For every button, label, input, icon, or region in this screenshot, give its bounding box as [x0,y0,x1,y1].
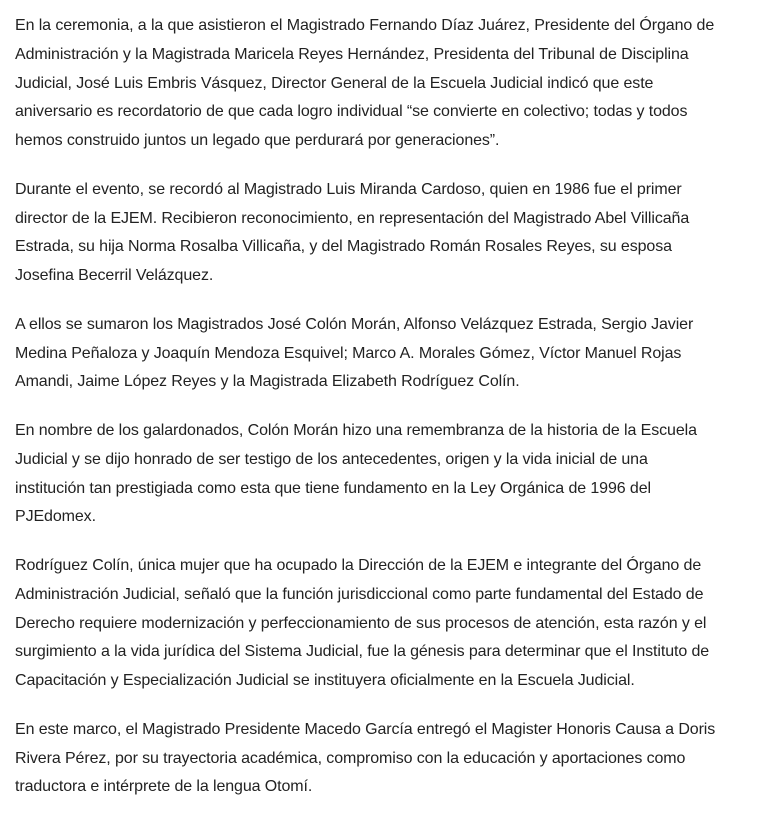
article-paragraph [15,716,743,802]
paragraph-line: Judicial, José Luis Embris Vásquez, Director General de la Escuela Judicial indicó que este [15,74,654,92]
paragraph-line: Josefina Becerril Velázquez. [15,267,214,284]
article-paragraph [15,417,743,532]
paragraph-line: Medina Peñaloza y Joaquín Mendoza Esquivel; Marco A. Morales Gómez, Víctor Manuel Rojas [15,344,682,362]
paragraph-line: director de la EJEM. Recibieron reconocimiento, en representación del Magistrado Abel Villicaña [15,209,690,227]
paragraph-line: En nombre de los galardonados, Colón Morán hizo una remembranza de la historia de la Escuela [15,422,697,439]
paragraph-line: Capacitación y Especialización Judicial se instituyera oficialmente en la Escuela Judicial. [15,672,635,689]
paragraph-line: Amandi, Jaime López Reyes y la Magistrada Elizabeth Rodríguez Colín. [15,373,520,391]
paragraph-line: PJEdomex. [15,508,96,526]
paragraph-line: En este marco, el Magistrado Presidente Macedo García entregó el Magister Honoris Causa a Doris [15,720,716,738]
paragraph-line: Judicial y se dijo honrado de ser testigo de los antecedentes, origen y la vida inicial de una [15,450,648,468]
paragraph-line: Administración y la Magistrada Maricela Reyes Hernández, Presidenta del Tribunal de Disciplina [15,45,689,63]
paragraph-line: Rodríguez Colín, única mujer que ha ocupado la Dirección de la EJEM e integrante del Órgano de [15,557,702,574]
paragraph-line: Estrada, su hija Norma Rosalba Villicaña, y del Magistrado Román Rosales Reyes, su esposa [15,238,672,256]
article-paragraph [15,12,743,156]
paragraph-line: A ellos se sumaron los Magistrados José Colón Morán, Alfonso Velázquez Estrada, Sergio Javier [15,315,694,333]
paragraph-line: aniversario es recordatorio de que cada logro individual “se convierte en colectivo; todas y todos [15,103,688,121]
paragraph-line: Administración Judicial, señaló que la función jurisdiccional como parte fundamental del Estado de [15,585,704,603]
paragraph-line: hemos construido juntos un legado que perdurará por generaciones”. [15,132,500,149]
article-paragraph [15,311,743,397]
paragraph-line: Durante el evento, se recordó al Magistrado Luis Miranda Cardoso, quien en 1986 fue el primer [15,180,682,198]
paragraph-line: Rivera Pérez, por su trayectoria académica, compromiso con la educación y aportaciones como [15,749,686,767]
article-paragraph [15,552,743,696]
paragraph-line: traductora e intérprete de la lengua Otomí. [15,778,313,796]
paragraph-line: institución tan prestigiada como esta que tiene fundamento en la Ley Orgánica de 1996 del [15,479,651,497]
article-paragraph [15,176,743,291]
paragraph-line: Derecho requiere modernización y perfeccionamiento de sus procesos de atención, esta razón y el [15,614,707,632]
paragraph-line: surgimiento a la vida jurídica del Sistema Judicial, fue la génesis para determinar que el Instituto de [15,643,710,661]
paragraph-line: En la ceremonia, a la que asistieron el Magistrado Fernando Díaz Juárez, Presidente del Órgano de [15,17,715,34]
